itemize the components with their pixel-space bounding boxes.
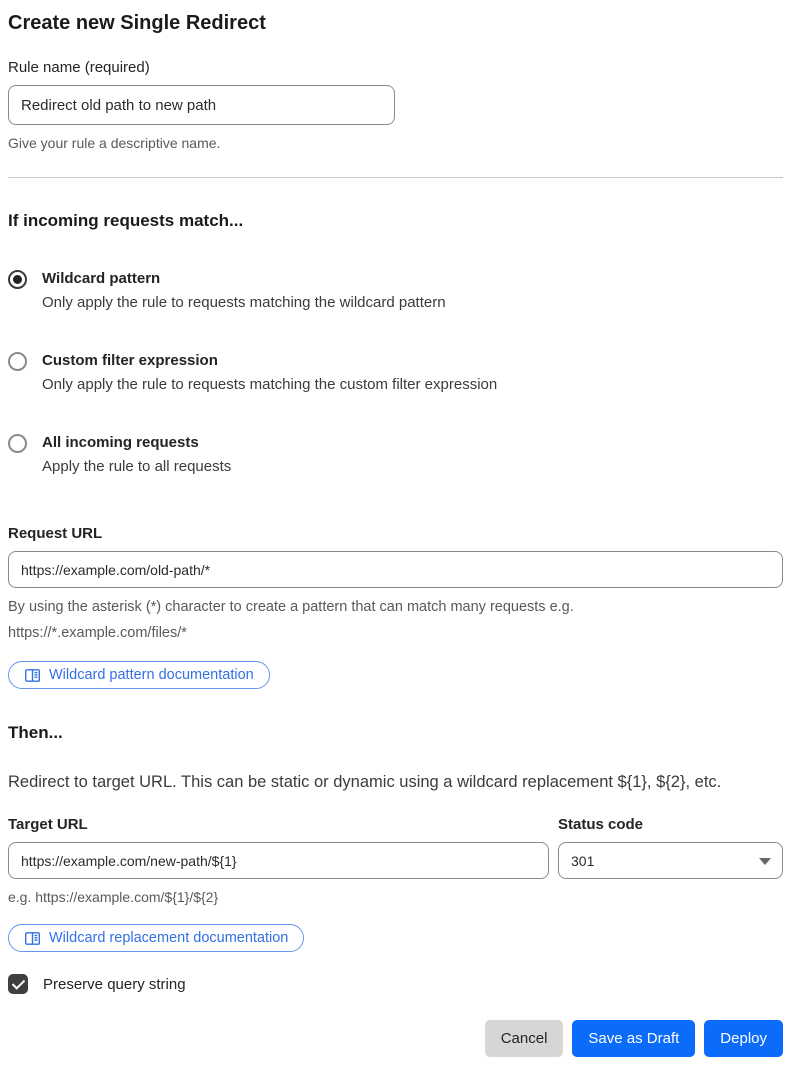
request-url-label: Request URL — [8, 525, 103, 542]
wildcard-pattern-radio-description: Only apply the rule to requests matching the wildcard pattern — [42, 294, 446, 311]
then-section-heading: Then... — [8, 723, 63, 742]
target-url-status-row — [8, 816, 783, 909]
rule-name-label: Rule name (required) — [8, 59, 150, 76]
section-divider — [8, 177, 783, 178]
target-url-column — [8, 816, 549, 909]
book-icon — [24, 667, 41, 684]
save-as-draft-button[interactable]: Save as Draft — [572, 1020, 695, 1057]
radio-row-all-incoming-requests[interactable] — [8, 433, 783, 479]
book-icon — [24, 930, 41, 947]
status-code-column — [558, 816, 783, 909]
radio-texts — [42, 433, 231, 479]
match-type-radio-group — [8, 269, 783, 479]
status-code-select[interactable] — [558, 842, 783, 879]
wildcard-replacement-documentation-button[interactable] — [8, 924, 304, 952]
status-code-label: Status code — [558, 816, 644, 833]
radio-row-wildcard-pattern[interactable] — [8, 269, 783, 315]
preserve-query-string-label[interactable]: Preserve query string — [43, 975, 186, 993]
custom-filter-expression-radio-description: Only apply the rule to requests matching the custom filter expression — [42, 376, 498, 393]
target-url-input[interactable] — [8, 842, 549, 879]
target-url-label: Target URL — [8, 816, 88, 833]
preserve-query-string-row[interactable] — [8, 974, 783, 994]
footer-actions — [8, 1020, 783, 1057]
then-section-description: Redirect to target URL. This can be static or dynamic using a wildcard replacement ${1}, ${2}, etc. — [8, 773, 722, 791]
wildcard-pattern-documentation-button[interactable] — [8, 661, 270, 689]
target-url-helper: e.g. https://example.com/${1}/${2} — [8, 889, 219, 905]
rule-name-helper: Give your rule a descriptive name. — [8, 135, 221, 151]
match-section-heading: If incoming requests match... — [8, 211, 244, 230]
all-incoming-requests-radio-description: Apply the rule to all requests — [42, 458, 232, 475]
wildcard-pattern-documentation-label: Wildcard pattern documentation — [49, 667, 254, 683]
radio-row-custom-filter-expression[interactable] — [8, 351, 783, 397]
status-code-select-wrap — [558, 842, 783, 879]
page-title: Create new Single Redirect — [8, 12, 266, 34]
all-incoming-requests-radio[interactable] — [8, 434, 27, 453]
custom-filter-expression-radio[interactable] — [8, 352, 27, 371]
radio-texts — [42, 269, 446, 315]
cancel-button[interactable]: Cancel — [485, 1020, 564, 1057]
all-incoming-requests-radio-label: All incoming requests — [42, 434, 199, 451]
custom-filter-expression-radio-label: Custom filter expression — [42, 352, 218, 369]
radio-texts — [42, 351, 497, 397]
request-url-helper: By using the asterisk (*) character to create a pattern that can match many requests e.g. https://*.example.com/files/* — [8, 599, 574, 641]
wildcard-pattern-radio-label: Wildcard pattern — [42, 270, 161, 287]
request-url-input[interactable] — [8, 551, 783, 588]
wildcard-replacement-documentation-label: Wildcard replacement documentation — [49, 930, 289, 946]
deploy-button[interactable]: Deploy — [704, 1020, 783, 1057]
wildcard-pattern-radio[interactable] — [8, 270, 27, 289]
preserve-query-string-checkbox[interactable] — [8, 974, 28, 994]
rule-name-input[interactable] — [8, 85, 395, 125]
